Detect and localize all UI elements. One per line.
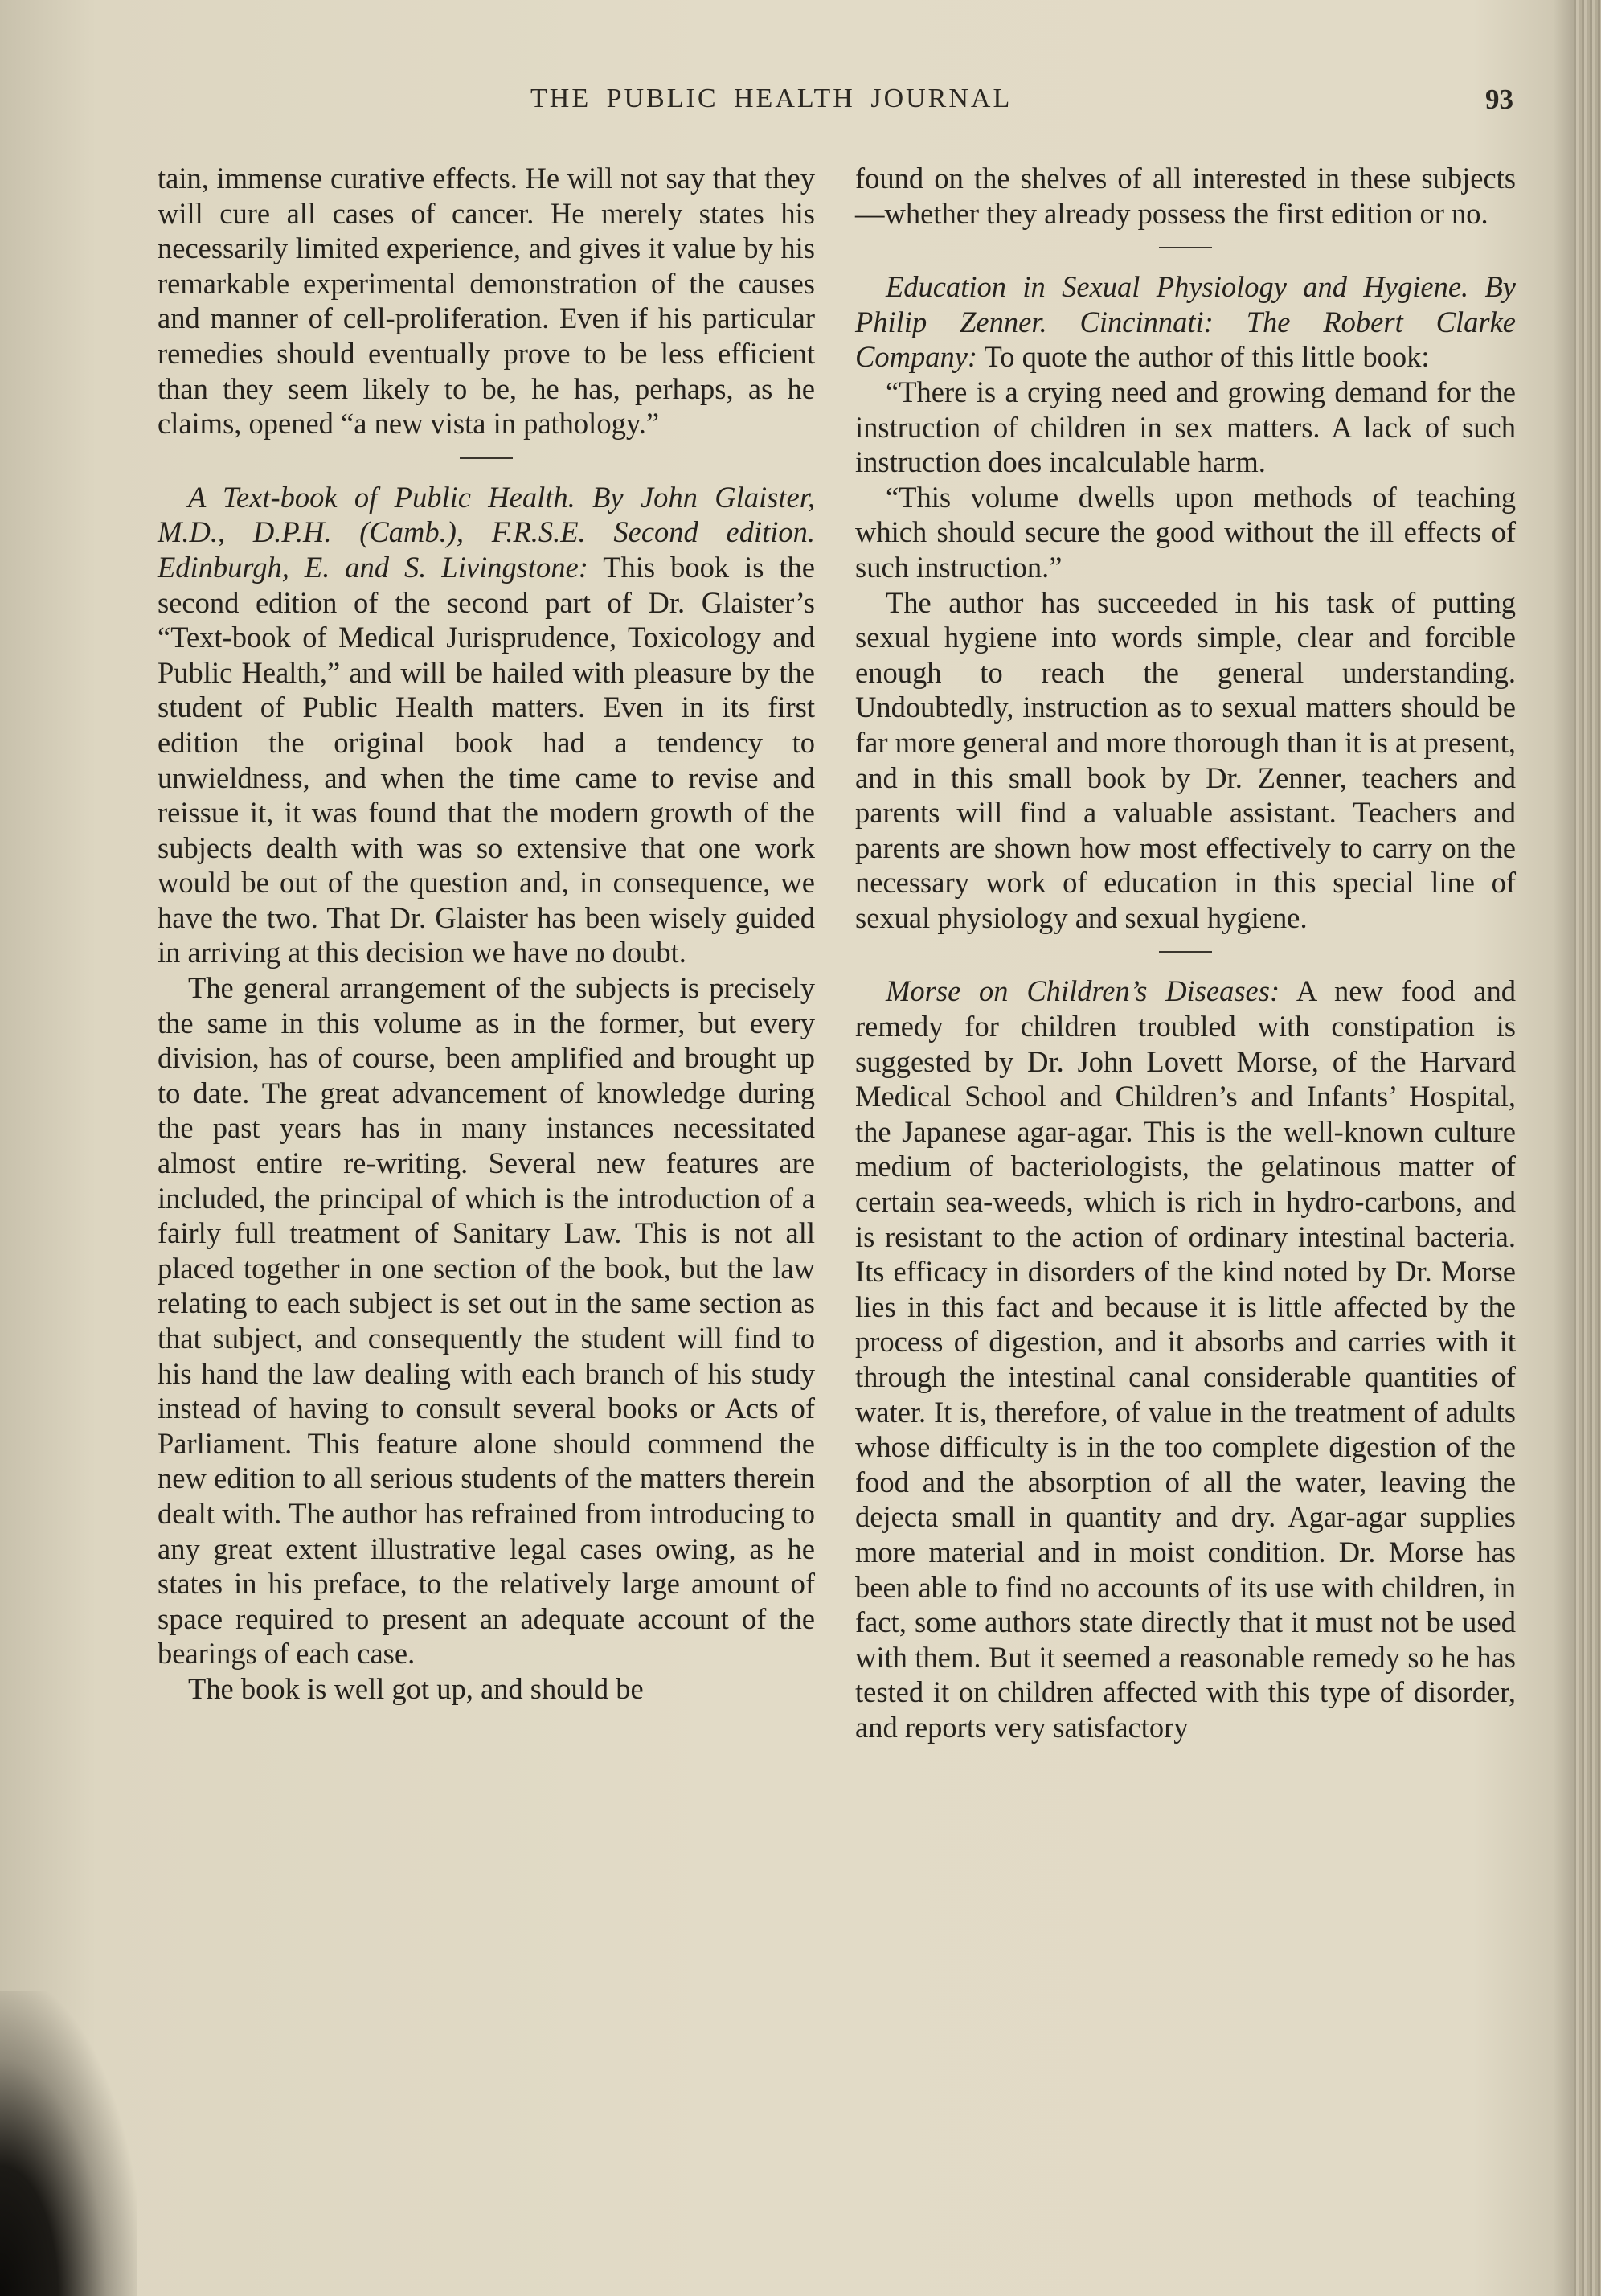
page-number: 93 — [1485, 84, 1513, 115]
page-edge-stack — [1574, 0, 1601, 2296]
review-body: To quote the author of this little book: — [977, 340, 1430, 374]
review-body: A new food and remedy for children troubled with constipation is suggested by Dr. John Lovett Morse, of the Harvard Medical School and Children’s and Infants’ Hospital, the Japanese agar-agar. This is the well-known culture medium of bacteriologists, the gelatinous matter of certain sea-weeds, which is rich in hydro-carbons, and is resistant to the action of ordinary intestinal bacteria. Its efficacy in disorders of the kind noted by Dr. Morse lies in this fact and because it is little affected by the process of digestion, and it absorbs and carries with it through the intestinal canal considerable quantities of water. It is, therefore, of value in the treatment of adults whose difficulty is in the too complete digestion of the food and the absorption of all the water, leaving the dejecta small in quantity and dry. Agar-agar supplies more material and in moist condition. Dr. Morse has been able to find no accounts of its use with children, in fact, some authors state directly that it must not be used with them. But it seemed a reasonable remedy so he has tested it on children affected with this type of disorder, and reports very satisfactory — [855, 974, 1517, 1744]
review-paragraph: The book is well got up, and should be — [188, 1671, 644, 1705]
running-title: THE PUBLIC HEALTH JOURNAL — [530, 84, 1013, 113]
review-quote: “There is a crying need and growing demand for the instruction of children in sex matters. A lack of such instruction does incalculable harm. — [855, 375, 1516, 479]
review-title: Education in Sexual Physiology and Hygiene. By Philip Zenner. Cincinnati: The Robert Clarke Company: — [855, 270, 1516, 374]
review-title: Morse on Children’s Diseases: — [886, 974, 1280, 1008]
continued-review-paragraph: found on the shelves of all interested in these subjects—whether they already possess the first edition or no. — [855, 162, 1516, 230]
section-divider — [460, 457, 513, 459]
left-column — [158, 161, 815, 1707]
section-divider — [1159, 247, 1212, 248]
review-paragraph: The author has succeeded in his task of putting sexual hygiene into words simple, clear and forcible enough to reach the general understanding. Undoubtedly, instruction as to sexual matters should be far more general and more thorough than it is at present, and in this small book by Dr. Zenner, teachers and parents will find a valuable assistant. Teachers and parents are shown how most effectively to carry on the necessary work of education in this special line of sexual physiology and sexual hygiene. — [855, 585, 1516, 934]
review-education-sexual-physiology — [855, 269, 1516, 375]
review-title: A Text-book of Public Health. By John Glaister, M.D., D.P.H. (Camb.), F.R.S.E. Second edition. Edinburgh, E. and S. Livingstone: — [158, 480, 815, 584]
section-divider — [1159, 951, 1212, 953]
binding-shadow — [0, 1991, 137, 2296]
review-morse-childrens-diseases — [855, 974, 1516, 1745]
right-column — [855, 161, 1516, 1745]
continued-review-paragraph: tain, immense curative effects. He will not say that they will cure all cases of cancer. He merely states his necessarily limited experience, and gives it value by his remarkable experimental demonstration of the causes and manner of cell-proliferation. Even if his particular remedies should eventually prove to be less efficient than they seem likely to be, he has, perhaps, as he claims, opened “a new vista in pathology.” — [158, 162, 815, 441]
review-body: This book is the second edition of the second part of Dr. Glaister’s “Text-book of Medical Jurisprudence, Toxicology and Public Health,” and will be hailed with pleasure by the student of Public Health matters. Even in its first edition the original book had a tendency to unwieldness, and when the time came to revise and reissue it, it was found that the modern growth of the subjects dealth with was so extensive that one work would be out of the question and, in consequence, we have the two. That Dr. Glaister has been wisely guided in arriving at this decision we have no doubt. — [158, 550, 815, 970]
review-paragraph: The general arrangement of the subjects is precisely the same in this volume as in the former, but every division, has of course, been amplified and brought up to date. The great advancement of knowledge during the past years has in many instances necessitated almost entire re-writing. Several new features are included, the principal of which is the introduction of a fairly full treatment of Sanitary Law. This is not all placed together in one section of the book, but the law relating to each subject is set out in the same section as that subject, and consequently the student will find to his hand the law dealing with each branch of his study instead of having to consult several books or Acts of Parliament. This feature alone should commend the new edition to all serious students of the matters therein dealt with. The author has refrained from introducing to any great extent illustrative legal cases owing, as he states in his preface, to the relatively large amount of space required to present an adequate account of the bearings of each case. — [158, 971, 815, 1671]
review-text-book-public-health — [158, 480, 815, 970]
review-quote: “This volume dwells upon methods of teaching which should secure the good without the ill effects of such instruction.” — [855, 480, 1516, 584]
